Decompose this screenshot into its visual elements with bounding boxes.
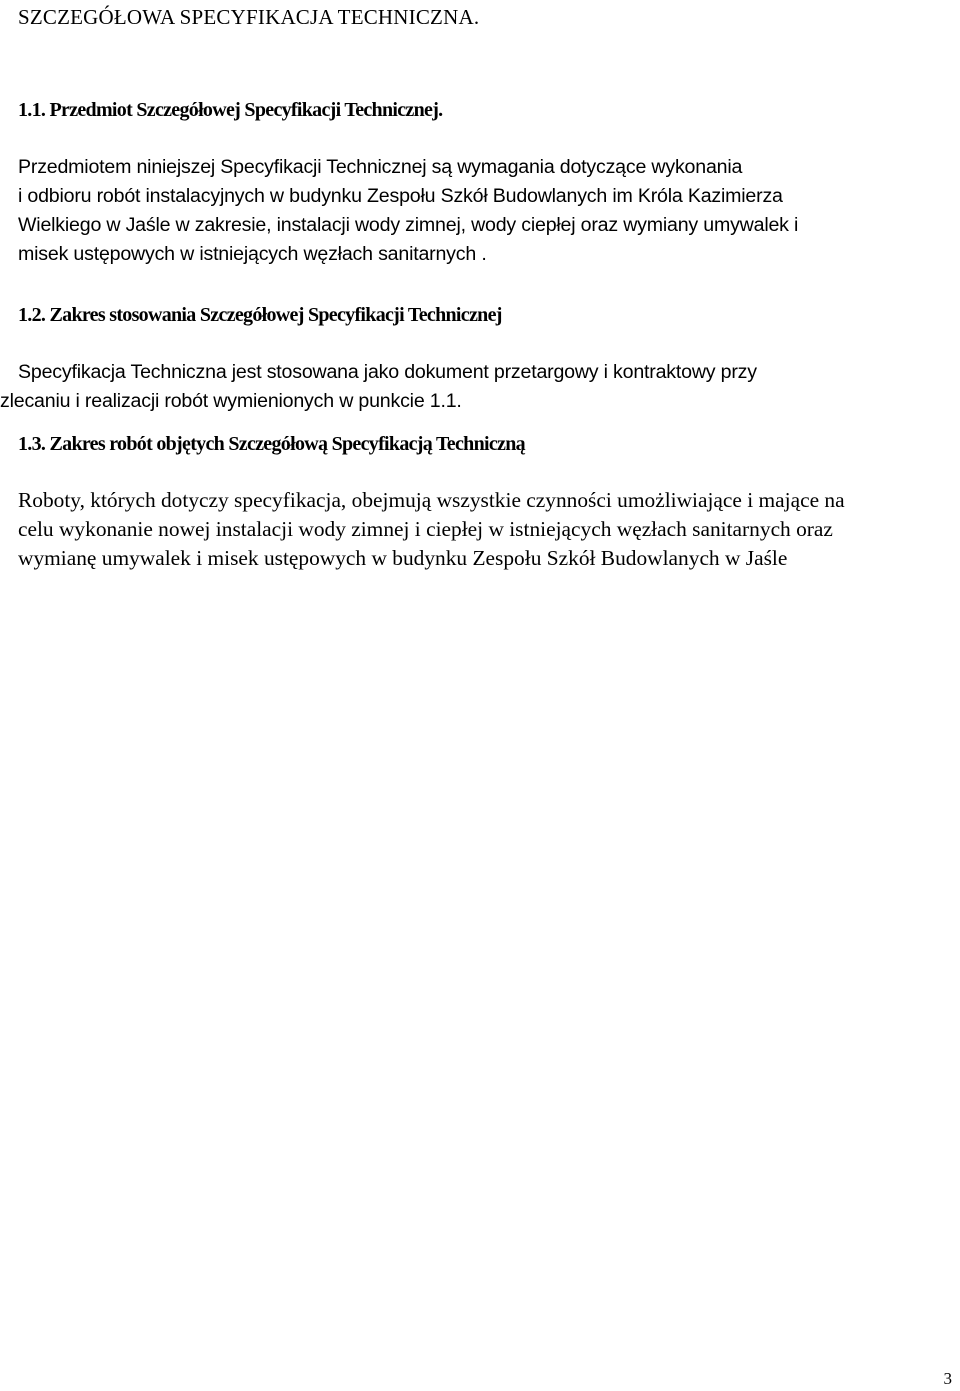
section-body-1-1 — [18, 153, 798, 269]
section-body-1-3 — [18, 486, 845, 573]
paragraph-line: i odbioru robót instalacyjnych w budynku Zespołu Szkół Budowlanych im Króla Kazimierza — [18, 185, 783, 207]
document-title: SZCZEGÓŁOWA SPECYFIKACJA TECHNICZNA. — [18, 5, 480, 29]
paragraph-line: Roboty, których dotyczy specyfikacja, obejmują wszystkie czynności umożliwiające i mające na — [18, 488, 845, 512]
paragraph-line: Przedmiotem niniejszej Specyfikacji Technicznej są wymagania dotyczące wykonania — [18, 156, 743, 178]
paragraph-line: Wielkiego w Jaśle w zakresie, instalacji wody zimnej, wody ciepłej oraz wymiany umywalek i — [18, 214, 799, 236]
section-heading-1-2: 1.2. Zakres stosowania Szczegółowej Specyfikacji Technicznej — [18, 304, 502, 326]
paragraph-line: celu wykonanie nowej instalacji wody zimnej i ciepłej w istniejących węzłach sanitarnych oraz — [18, 517, 833, 541]
section-heading-1-3: 1.3. Zakres robót objętych Szczegółową Specyfikacją Techniczną — [18, 433, 525, 455]
paragraph-line: zlecaniu i realizacji robót wymienionych w punkcie 1.1. — [0, 390, 462, 412]
paragraph-line: wymianę umywalek i misek ustępowych w budynku Zespołu Szkół Budowlanych w Jaśle — [18, 546, 788, 570]
page-number: 3 — [943, 1369, 952, 1388]
section-heading-1-1: 1.1. Przedmiot Szczegółowej Specyfikacji Technicznej. — [18, 99, 443, 121]
section-body-1-2 — [0, 358, 757, 416]
paragraph-line: Specyfikacja Techniczna jest stosowana jako dokument przetargowy i kontraktowy przy — [18, 361, 757, 383]
paragraph-line: misek ustępowych w istniejących węzłach sanitarnych . — [18, 243, 487, 265]
